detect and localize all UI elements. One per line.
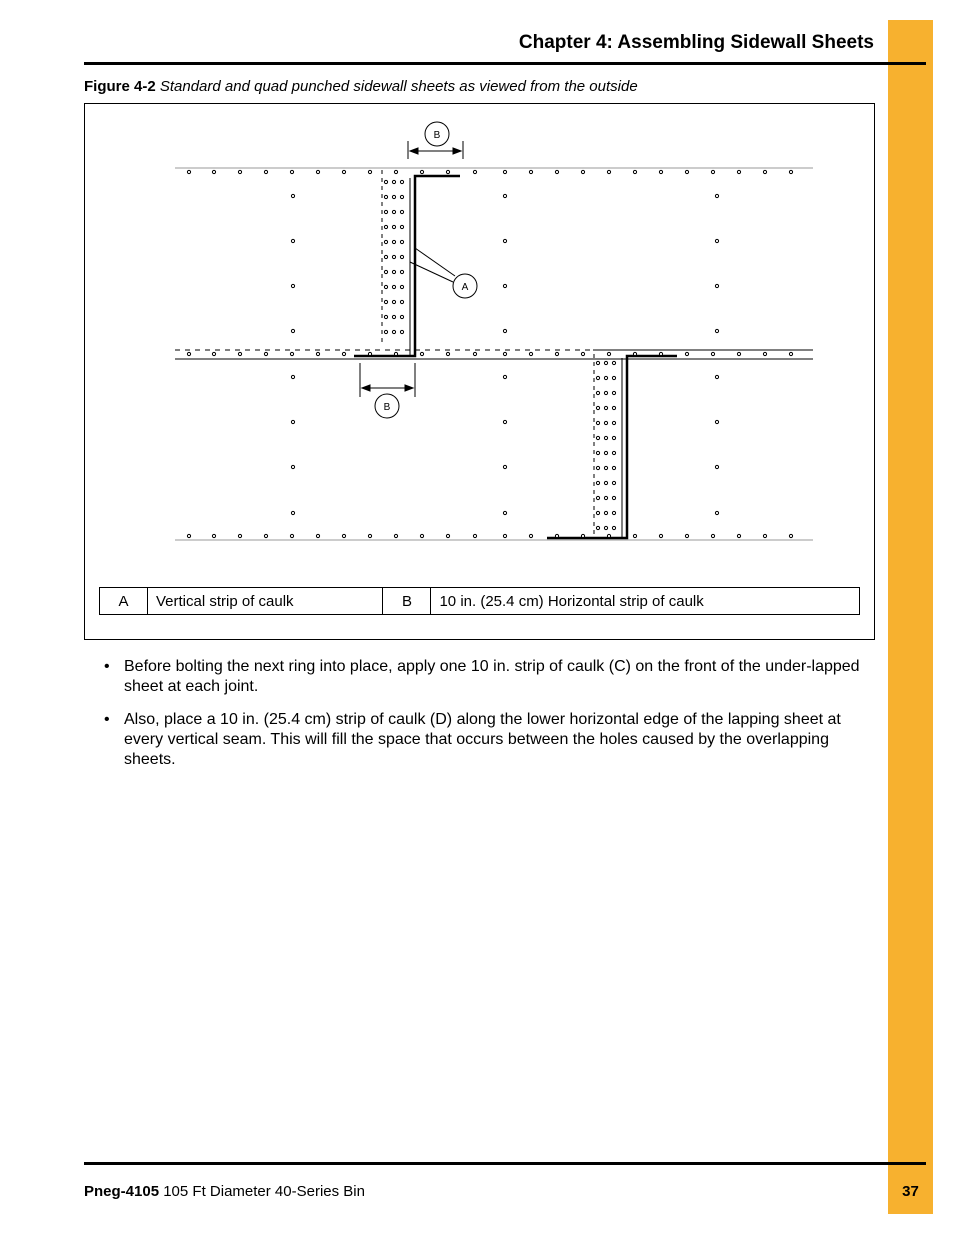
footer-doc-title: 105 Ft Diameter 40-Series Bin [163,1183,365,1200]
bolt-hole [384,330,387,333]
bolt-hole [503,329,506,332]
bolt-hole [290,534,293,537]
bolt-hole [581,534,584,537]
bolt-hole [394,352,397,355]
bolt-hole [342,170,345,173]
bolt-hole [612,421,615,424]
bolt-hole [529,170,532,173]
bolt-hole [604,496,607,499]
bolt-hole [715,465,718,468]
bolt-hole [420,534,423,537]
lower-caulk-strip [547,356,677,538]
bolt-hole [290,170,293,173]
bolt-hole [400,330,403,333]
bolt-hole [384,315,387,318]
bolt-hole [212,170,215,173]
bolt-hole [392,210,395,213]
bolt-hole [612,466,615,469]
bolt-hole [503,239,506,242]
bolt-hole [607,534,610,537]
footer-rule [84,1162,926,1165]
bolt-hole [392,180,395,183]
bolt-hole [238,170,241,173]
bolt-holes [187,170,792,537]
bolt-hole [715,375,718,378]
page-number: 37 [902,1183,919,1200]
bolt-hole [612,406,615,409]
callout-b-lower-label: B [383,402,391,413]
header-rule [84,62,926,65]
bolt-hole [503,284,506,287]
bolt-hole [737,534,740,537]
figure-caption-text: Standard and quad punched sidewall sheets as viewed from the outside [159,78,638,95]
a-leader-line-2 [410,262,453,282]
bolt-hole [503,420,506,423]
bolt-hole [212,534,215,537]
bolt-hole [763,352,766,355]
bolt-hole [392,285,395,288]
bolt-hole [384,240,387,243]
bolt-hole [604,481,607,484]
bolt-hole [392,255,395,258]
bolt-hole [400,180,403,183]
legend-key-a: A [100,588,148,615]
bolt-hole [715,511,718,514]
bolt-hole [607,352,610,355]
bolt-hole [607,170,610,173]
footer-document-title [84,1183,365,1200]
bolt-hole [604,511,607,514]
bolt-hole [384,180,387,183]
bolt-hole [291,329,294,332]
bolt-hole [400,255,403,258]
upper-caulk-strip [354,176,460,356]
b-dimension-arrow-right-top [453,148,461,154]
bolt-hole [446,534,449,537]
bolt-hole [604,451,607,454]
bolt-hole [581,170,584,173]
bolt-hole [392,195,395,198]
bolt-hole [711,534,714,537]
bolt-hole [384,285,387,288]
bolt-hole [596,496,599,499]
bolt-hole [291,465,294,468]
list-item [104,657,876,697]
bolt-hole [612,391,615,394]
bolt-hole [473,534,476,537]
bolt-hole [763,170,766,173]
bolt-hole [612,496,615,499]
bolt-hole [264,534,267,537]
bolt-hole [291,375,294,378]
bolt-hole [596,436,599,439]
bolt-hole [238,534,241,537]
figure-caption [84,78,638,95]
bolt-hole [503,375,506,378]
bolt-hole [291,194,294,197]
bolt-hole [420,352,423,355]
bolt-hole [392,225,395,228]
bolt-hole [291,239,294,242]
bolt-hole [612,376,615,379]
bolt-hole [612,451,615,454]
bolt-hole [503,170,506,173]
bolt-hole [384,270,387,273]
bolt-hole [596,406,599,409]
bolt-hole [604,376,607,379]
bolt-hole [659,170,662,173]
chapter-title: Chapter 4: Assembling Sidewall Sheets [518,32,874,53]
bolt-hole [612,481,615,484]
bolt-hole [529,352,532,355]
bolt-hole [384,210,387,213]
bolt-hole [384,300,387,303]
bolt-hole [604,466,607,469]
bolt-hole [187,352,190,355]
bolt-hole [581,352,584,355]
bolt-hole [342,534,345,537]
bolt-hole [316,534,319,537]
bolt-hole [555,534,558,537]
bolt-hole [596,451,599,454]
bolt-hole [633,352,636,355]
bolt-hole [503,511,506,514]
bolt-hole [368,170,371,173]
bolt-hole [394,534,397,537]
bolt-hole [368,352,371,355]
bolt-hole [596,391,599,394]
bolt-hole [604,391,607,394]
bolt-hole [596,466,599,469]
bolt-hole [400,270,403,273]
bolt-hole [685,170,688,173]
bolt-hole [715,329,718,332]
bolt-hole [187,170,190,173]
bolt-hole [420,170,423,173]
bolt-hole [604,526,607,529]
bolt-hole [612,526,615,529]
b-dimension-arrow-left-top [410,148,418,154]
bolt-hole [604,361,607,364]
bolt-hole [596,376,599,379]
bolt-hole [400,285,403,288]
bolt-hole [290,352,293,355]
bolt-hole [789,352,792,355]
bolt-hole [596,421,599,424]
bolt-hole [789,170,792,173]
bolt-hole [529,534,532,537]
callout-a-label: A [461,282,469,293]
bolt-hole [612,361,615,364]
bolt-hole [342,352,345,355]
bolt-hole [633,534,636,537]
bullet-symbol: • [104,711,110,728]
bolt-hole [763,534,766,537]
bolt-hole [264,170,267,173]
bolt-hole [187,534,190,537]
legend-key-b: B [383,588,431,615]
bolt-hole [400,240,403,243]
instruction-list [104,657,876,783]
bolt-hole [212,352,215,355]
bullet-text: Also, place a 10 in. (25.4 cm) strip of caulk (D) along the lower horizontal edge of the lapping sheet at every vertical seam. This will fill the space that occurs between the holes caused by the overlapping sheets. [124,711,841,768]
bolt-hole [596,361,599,364]
bolt-hole [612,436,615,439]
bolt-hole [392,330,395,333]
bolt-hole [715,284,718,287]
footer-doc-id: Pneg-4105 [84,1183,160,1200]
bolt-hole [711,170,714,173]
chapter-sidebar-tab [888,20,933,1214]
bolt-hole [384,195,387,198]
bolt-hole [503,194,506,197]
bolt-hole [604,406,607,409]
bolt-hole [392,240,395,243]
bolt-hole [503,534,506,537]
bolt-hole [789,534,792,537]
legend-row [100,588,860,615]
bolt-hole [685,352,688,355]
bolt-hole [633,170,636,173]
bolt-hole [473,170,476,173]
bolt-hole [264,352,267,355]
b-dimension-arrow-right-lower [405,385,413,391]
bolt-hole [446,170,449,173]
bolt-hole [685,534,688,537]
bolt-hole [392,315,395,318]
bolt-hole [392,270,395,273]
bolt-hole [291,511,294,514]
bolt-hole [384,225,387,228]
bolt-hole [400,225,403,228]
bolt-hole [715,194,718,197]
figure-legend-table [99,587,860,615]
bolt-hole [715,239,718,242]
bolt-hole [659,534,662,537]
bullet-text: Before bolting the next ring into place, apply one 10 in. strip of caulk (C) on the front of the under-lapped sheet at each joint. [124,658,860,695]
bolt-hole [392,300,395,303]
bolt-hole [503,465,506,468]
legend-desc-b: 10 in. (25.4 cm) Horizontal strip of caulk [431,588,860,615]
bolt-hole [316,170,319,173]
figure-box [84,103,875,640]
bolt-hole [596,511,599,514]
bolt-hole [400,195,403,198]
a-leader-line-1 [415,248,455,276]
bullet-symbol: • [104,658,110,675]
bolt-hole [503,352,506,355]
bolt-hole [400,315,403,318]
bolt-hole [715,420,718,423]
bolt-hole [596,481,599,484]
bolt-hole [612,511,615,514]
bolt-hole [711,352,714,355]
callout-b-top-label: B [433,130,441,141]
bolt-hole [555,352,558,355]
bolt-hole [394,170,397,173]
bolt-hole [737,170,740,173]
bolt-hole [291,420,294,423]
legend-desc-a: Vertical strip of caulk [148,588,383,615]
bolt-hole [473,352,476,355]
bolt-hole [604,421,607,424]
bolt-hole [446,352,449,355]
sidewall-sheet-diagram [85,104,874,584]
bolt-hole [659,352,662,355]
b-dimension-arrow-left-lower [362,385,370,391]
bolt-hole [316,352,319,355]
bolt-hole [400,300,403,303]
bolt-hole [400,210,403,213]
list-item [104,710,876,770]
bolt-hole [238,352,241,355]
bolt-hole [604,436,607,439]
bolt-hole [737,352,740,355]
bolt-hole [368,534,371,537]
bolt-hole [384,255,387,258]
bolt-hole [596,526,599,529]
figure-number: Figure 4-2 [84,78,156,95]
bolt-hole [555,170,558,173]
bolt-hole [291,284,294,287]
